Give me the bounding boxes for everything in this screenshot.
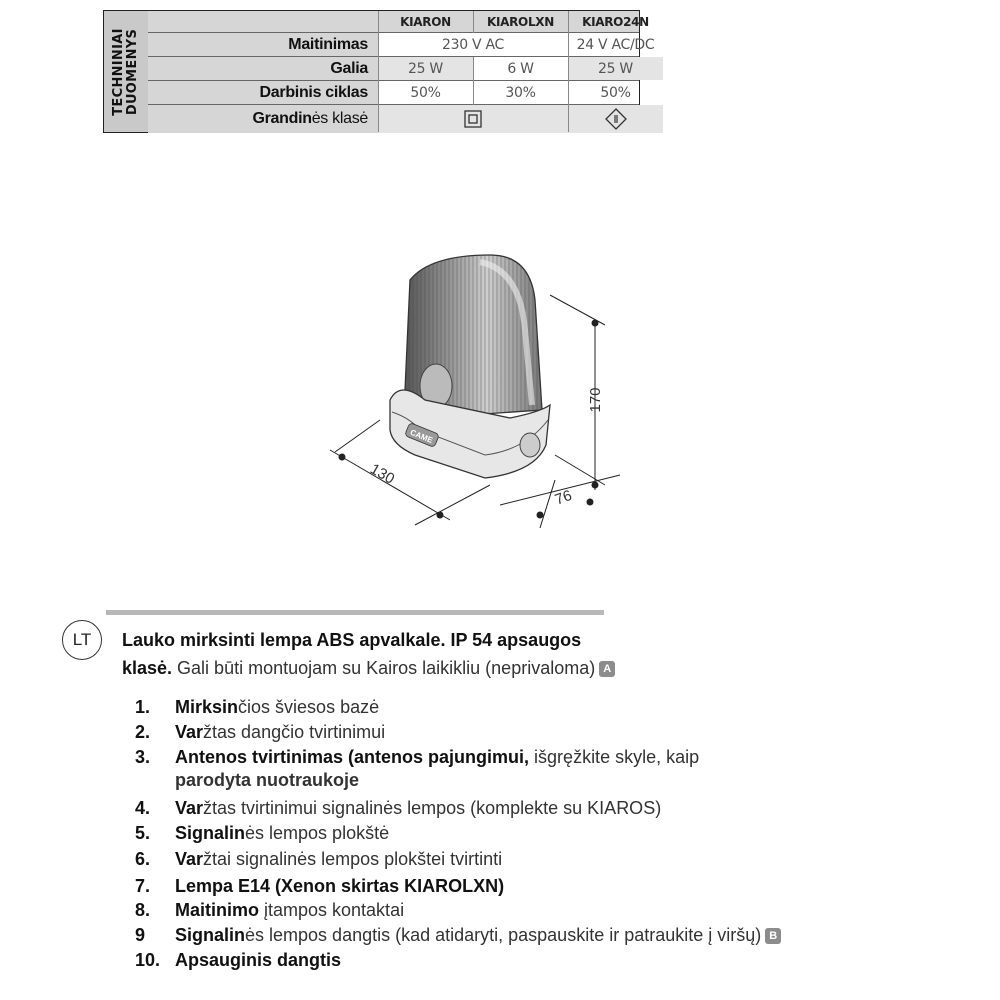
spec-header-row <box>148 11 649 33</box>
spec-side-title <box>104 11 149 132</box>
spec-label: Grandin ės klasė <box>148 105 378 133</box>
list-item-number: 6. <box>135 849 151 869</box>
brand-logo: CAME <box>408 427 435 445</box>
list-item: Signalinės lempos dangtis (kad atidaryti, paspauskite ir patraukite į viršų) B <box>175 925 781 946</box>
spec-label: Galia <box>148 57 378 80</box>
spec-label: Maitinimas <box>148 33 378 56</box>
list-item-number: 4. <box>135 798 151 818</box>
spec-row-maitinimas <box>148 33 655 57</box>
list-item: Antenos tvirtinimas (antenos pajungimui, išgręžkite skyle, kaip <box>175 747 700 767</box>
spec-header-kiaro24n: KIARO24N <box>582 14 649 29</box>
spec-row-grandines-klase <box>148 105 639 133</box>
spec-divider <box>473 57 474 105</box>
list-item: Varžtas tvirtinimui signalinės lempos (komplekte su KIAROS) <box>175 798 662 818</box>
list-item-continuation: parodyta nuotraukoje <box>175 770 360 790</box>
spec-value: 25 W <box>568 57 663 80</box>
spec-header-kiaron: KIARON <box>400 14 451 29</box>
intro-line-1: Lauko mirksinti lempa ABS apvalkale. IP 54 apsaugos <box>122 630 582 650</box>
lamp-body <box>390 255 550 478</box>
list-item-number: 8. <box>135 900 151 920</box>
figure-ref-a-icon: A <box>599 661 615 677</box>
list-item: Varžtas dangčio tvirtinimui <box>175 722 386 742</box>
list-item: Varžtai signalinės lempos plokštei tvirtinti <box>175 849 503 869</box>
list-item-number: 1. <box>135 697 151 717</box>
spec-divider <box>378 11 379 132</box>
list-item: Mirksinčios šviesos bazė <box>175 697 380 717</box>
dimension-height: 170 <box>587 387 604 413</box>
spec-value: 6 W <box>507 60 534 77</box>
class-iii-icon <box>568 105 663 133</box>
spec-value: 50% <box>600 84 631 101</box>
spec-header-kiarolxn: KIAROLXN <box>486 14 555 29</box>
list-item-number: 5. <box>135 823 151 843</box>
intro-line-2: klasė. Gali būti montuojam su Kairos laikikliu (neprivaloma) A <box>122 658 615 679</box>
spec-divider <box>473 11 474 33</box>
spec-value: 24 V AC/DC <box>576 36 655 53</box>
list-item-number: 3. <box>135 747 151 767</box>
spec-label: Darbinis ciklas <box>148 81 378 104</box>
spec-value: 25 W <box>378 57 473 80</box>
language-badge: LT <box>62 620 102 660</box>
spec-table <box>103 10 655 133</box>
dimension-depth: 76 <box>552 486 575 509</box>
list-item-number: 9 <box>135 925 146 945</box>
spec-row-darbinis-ciklas <box>148 81 639 105</box>
spec-row-galia <box>148 57 639 81</box>
spec-header-blank <box>148 11 378 32</box>
spec-value-merged: 230 V AC <box>442 36 504 53</box>
class-ii-icon <box>378 105 568 133</box>
list-item-number: 2. <box>135 722 151 742</box>
spec-divider <box>568 11 569 132</box>
list-item: Apsauginis dangtis <box>175 950 342 970</box>
figure-ref-b-icon: B <box>765 928 781 944</box>
spec-value: 50% <box>410 84 441 101</box>
section-divider <box>106 610 604 615</box>
list-item: Lempa E14 (Xenon skirtas KIAROLXN) <box>175 876 505 896</box>
dimension-width: 130 <box>367 460 398 488</box>
spec-value: 30% <box>505 84 536 101</box>
lamp-drawing <box>320 240 640 540</box>
spec-side-title-text: TECHNINIAI DUOMENYS <box>111 27 140 116</box>
list-item-number: 7. <box>135 876 151 896</box>
list-item: Signalinės lempos plokštė <box>175 823 390 843</box>
list-item-number: 10. <box>135 950 161 970</box>
list-item: Maitinimo įtampos kontaktai <box>175 900 405 920</box>
